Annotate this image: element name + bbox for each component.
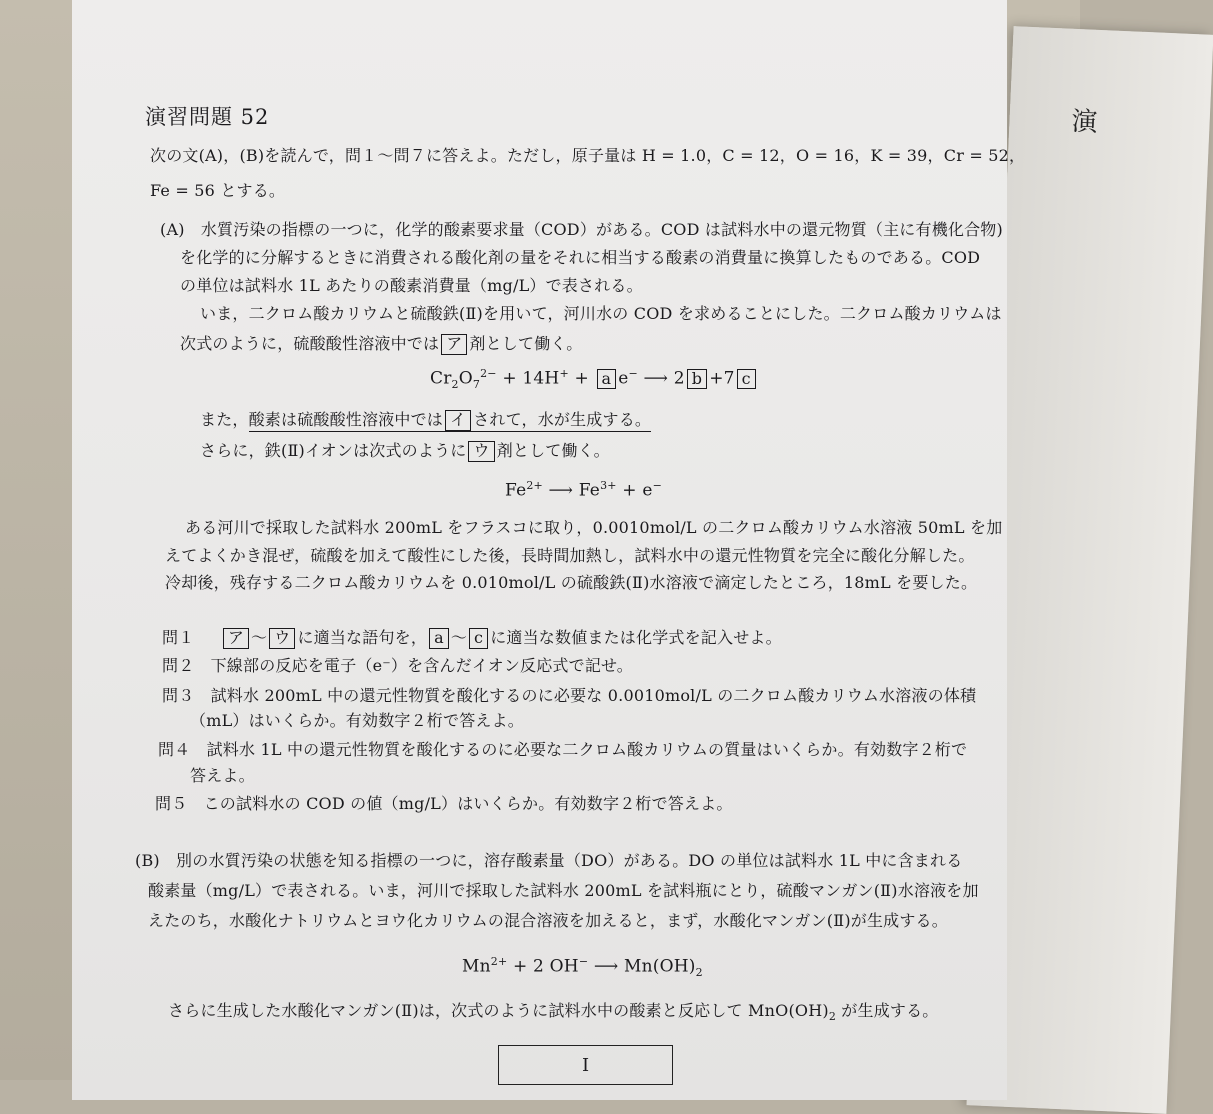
- section-a-line-1: (A) 水質汚染の指標の一つに，化学的酸素要求量（COD）がある。COD は試料水中の還元物質（主に有機化合物): [160, 220, 1003, 239]
- equation-iron: $Fe^{2+}$ ⟶ $Fe^{3+} + e^-$: [505, 479, 663, 501]
- section-a-line-7: さらに，鉄(Ⅱ)イオンは次式のように ウ 剤として働く。: [200, 441, 610, 460]
- procedure-line-3: 冷却後，残存する二クロム酸カリウムを 0.010mol/L の硫酸鉄(Ⅱ)水溶液で滴定したところ，18mL を要した。: [165, 573, 978, 592]
- next-page-title: 演: [1070, 106, 1099, 138]
- page-footer-box: [498, 1045, 673, 1085]
- q1-box-u: ウ: [269, 628, 295, 649]
- procedure-line-2: えてよくかき混ぜ，硫酸を加えて酸性にした後，長時間加熱し，試料水中の還元性物質を完全に酸化分解した。: [165, 546, 975, 565]
- q1-box-eq-a: a: [429, 628, 449, 649]
- q1-box-a: ア: [223, 628, 249, 649]
- question-1: 問１ ア ～ ウ に適当な語句を， a ～ c に適当な数値または化学式を記入せよ。: [162, 628, 782, 647]
- blank-box-a: ア: [441, 334, 467, 355]
- section-a-line-6: また，酸素は硫酸酸性溶液中では イ されて，水が生成する。: [200, 410, 651, 431]
- question-4-line-1: 問４ 試料水 1L 中の還元性物質を酸化するのに必要な二クロム酸カリウムの質量はいくらか。有効数字２桁で: [158, 740, 968, 759]
- blank-box-eq-b: b: [687, 369, 707, 390]
- section-a-line-4: いま，二クロム酸カリウムと硫酸鉄(Ⅱ)を用いて，河川水の COD を求めることにした。二クロム酸カリウムは: [200, 304, 1002, 323]
- q1-box-eq-c: c: [469, 628, 488, 649]
- blank-box-i: イ: [445, 410, 471, 431]
- section-a-line-5: 次式のように，硫酸酸性溶液中では ア 剤として働く。: [180, 334, 583, 353]
- blank-box-eq-c: c: [737, 369, 756, 390]
- page-title: 演習問題 52: [145, 105, 270, 129]
- section-a-line-2: を化学的に分解するときに消費される酸化剤の量をそれに相当する酸素の消費量に換算したものである。COD: [180, 248, 981, 267]
- intro-line-2: Fe = 56 とする。: [150, 181, 286, 200]
- equation-dichromate: $Cr_2O_7^{2-} + 14H^+ + a$ e− ⟶ 2 b +7 c: [430, 368, 758, 390]
- underlined-reaction: 酸素は硫酸酸性溶液中では イ されて，水が生成する。: [249, 410, 652, 432]
- blank-box-u: ウ: [468, 441, 494, 462]
- question-3-line-1: 問３ 試料水 200mL 中の還元性物質を酸化するのに必要な 0.0010mol/L の二クロム酸カリウム水溶液の体積: [162, 686, 977, 705]
- section-b-line-2: 酸素量（mg/L）で表される。いま，河川で採取した試料水 200mL を試料瓶にとり，硫酸マンガン(Ⅱ)水溶液を加: [148, 881, 979, 900]
- section-b-line-3: えたのち，水酸化ナトリウムとヨウ化カリウムの混合溶液を加えると，まず，水酸化マンガン(Ⅱ)が生成する。: [148, 911, 948, 930]
- question-2: 問２ 下線部の反応を電子（e⁻）を含んだイオン反応式で記せ。: [162, 656, 633, 675]
- section-b-line-4: さらに生成した水酸化マンガン(Ⅱ)は，次式のように試料水中の酸素と反応して $MnO(OH)_2$ が生成する。: [168, 1001, 939, 1024]
- section-a-line-3: の単位は試料水 1L あたりの酸素消費量（mg/L）で表される。: [180, 276, 643, 295]
- question-4-line-2: 答えよ。: [190, 766, 255, 785]
- question-5: 問５ この試料水の COD の値（mg/L）はいくらか。有効数字２桁で答えよ。: [155, 794, 733, 813]
- question-3-line-2: （mL）はいくらか。有効数字２桁で答えよ。: [190, 711, 524, 730]
- blank-box-eq-a: a: [597, 369, 617, 390]
- equation-manganese: $Mn^{2+} + 2$ OH− ⟶ $Mn(OH)_2$: [462, 955, 703, 980]
- page-footer-numeral: Ⅰ: [581, 1054, 590, 1076]
- intro-line-1: 次の文(A)，(B)を読んで，問１～問７に答えよ。ただし，原子量は H = 1.0，C = 12，O = 16，K = 39，Cr = 52，: [150, 146, 1026, 165]
- procedure-line-1: ある河川で採取した試料水 200mL をフラスコに取り，0.0010mol/L の二クロム酸カリウム水溶液 50mL を加: [185, 518, 1003, 537]
- section-b-line-1: (B) 別の水質汚染の状態を知る指標の一つに，溶存酸素量（DO）がある。DO の単位は試料水 1L 中に含まれる: [135, 851, 963, 870]
